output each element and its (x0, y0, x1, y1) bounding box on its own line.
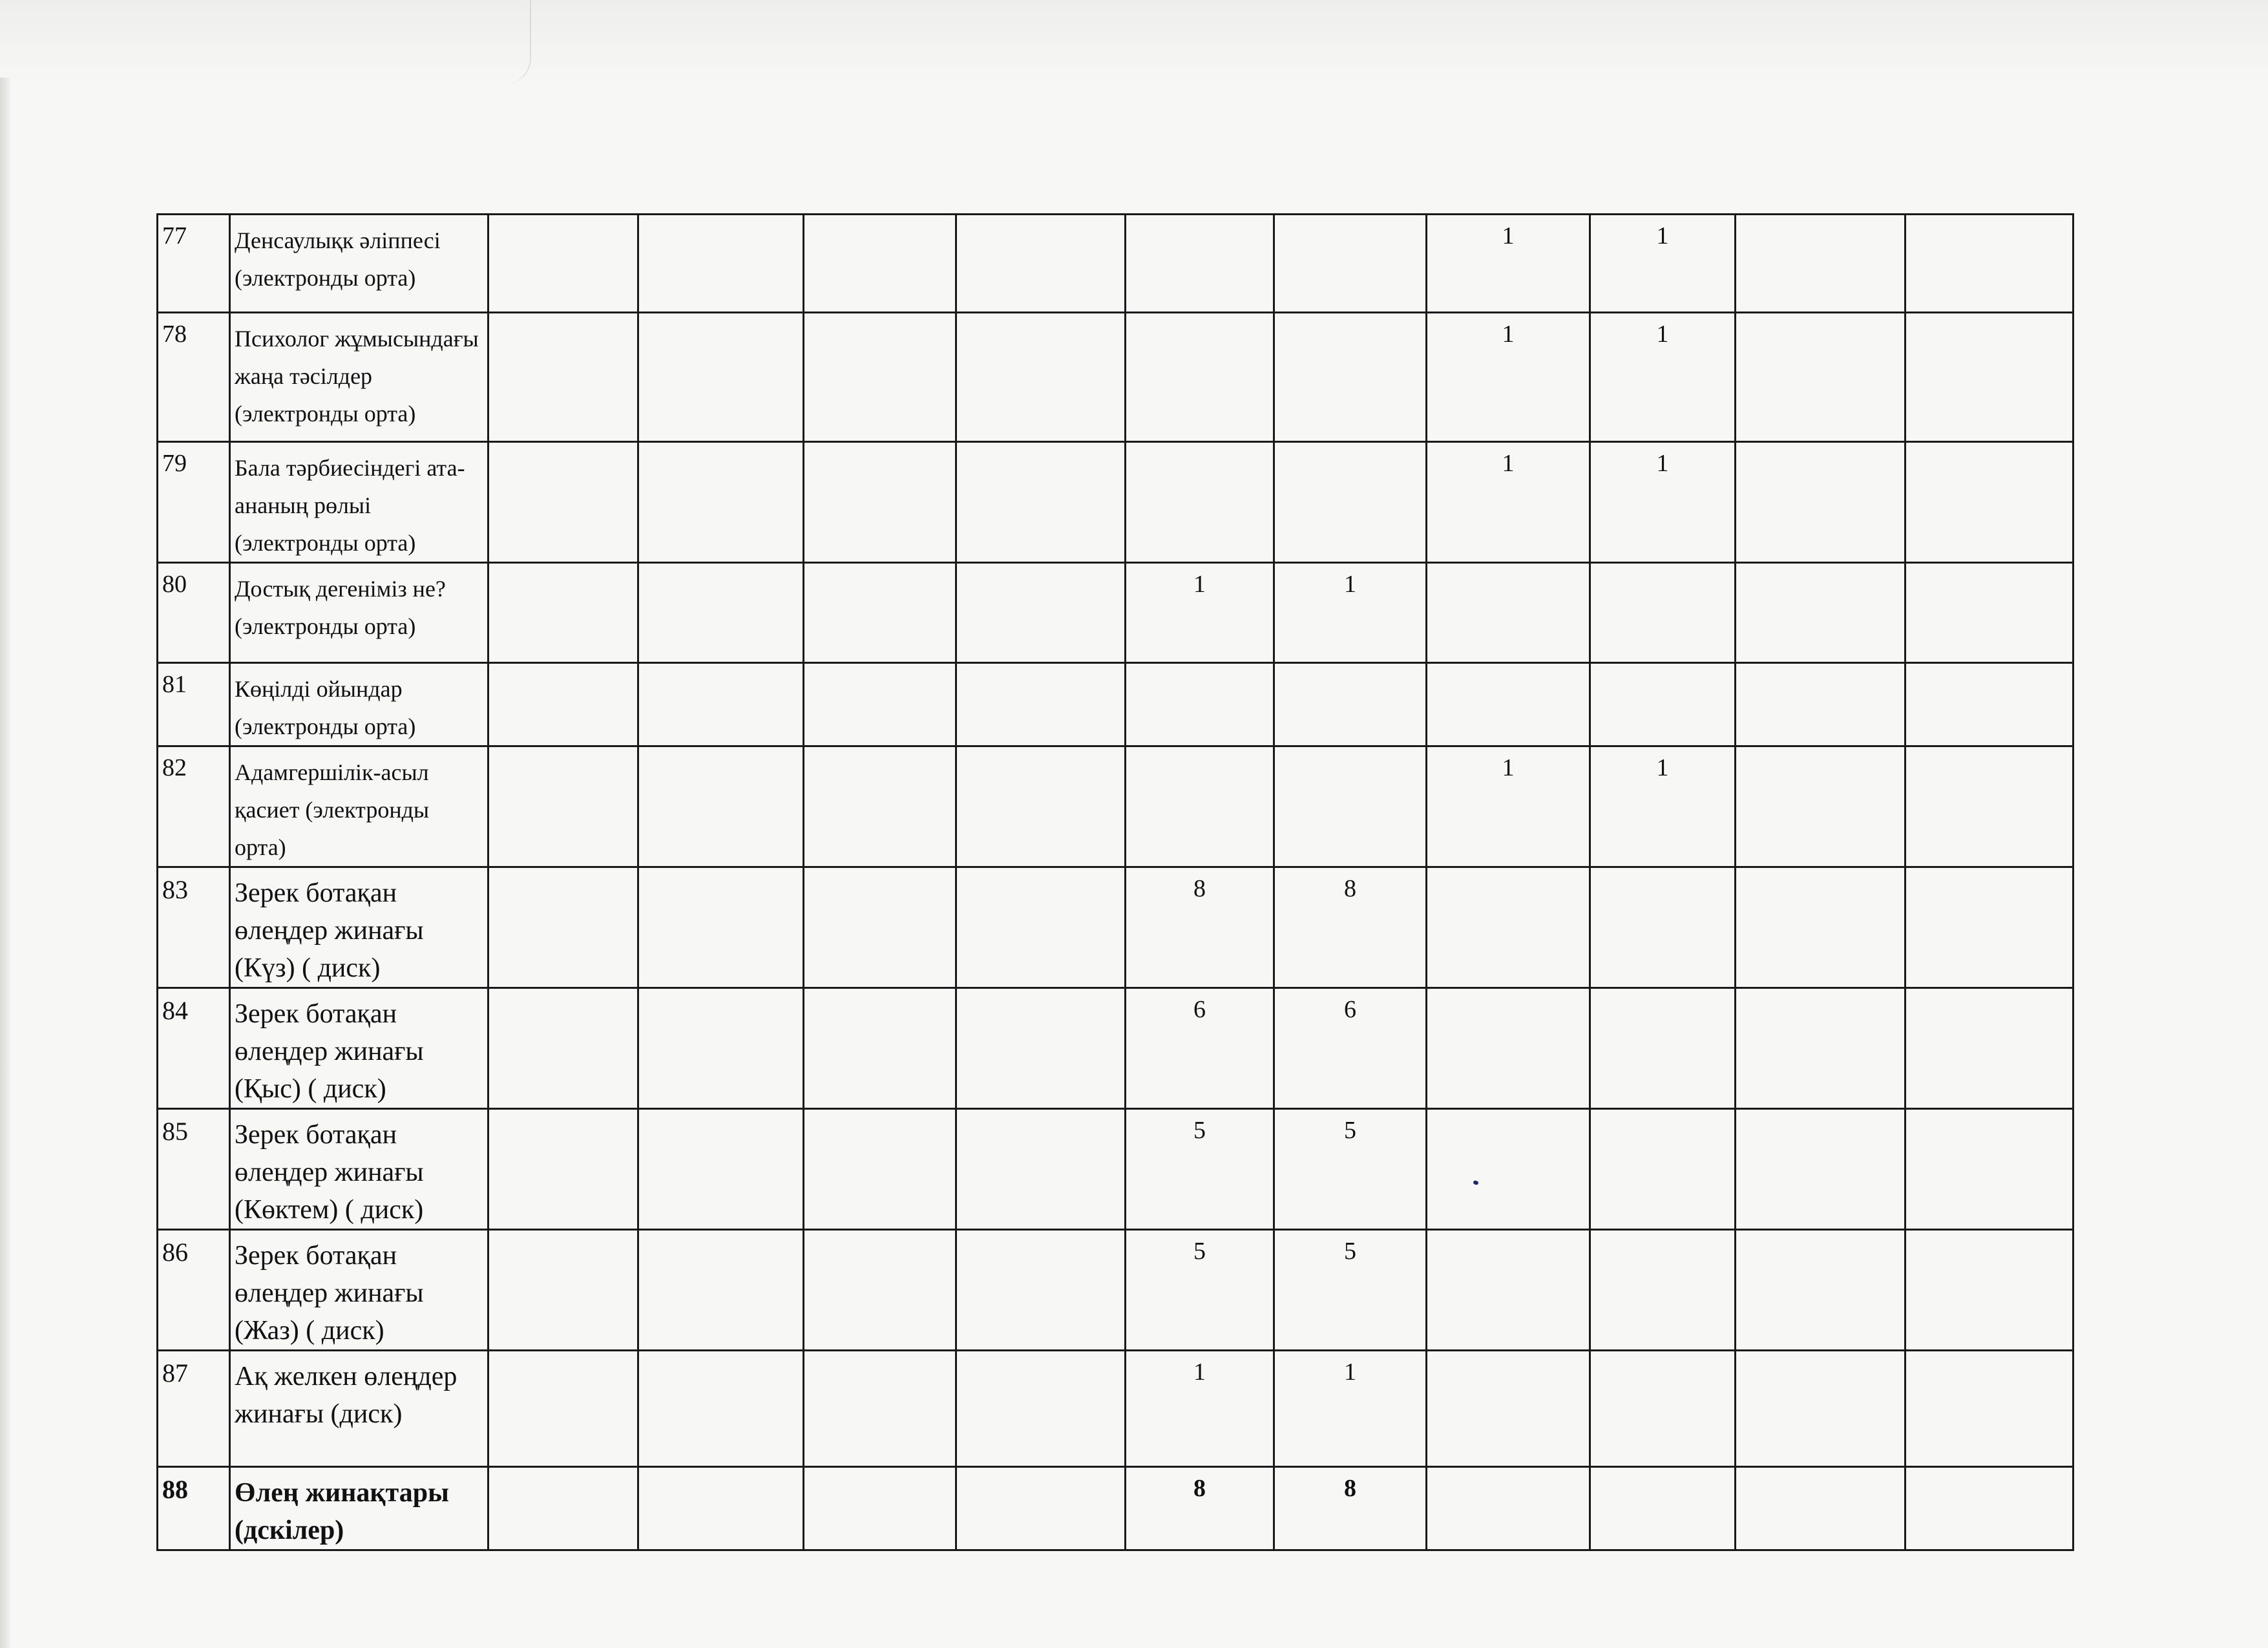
value-cell (804, 563, 956, 663)
item-title: Көңілді ойындар (электронды орта) (230, 663, 488, 746)
table-row (158, 215, 2074, 313)
row-number: 82 (158, 746, 230, 867)
value-cell (1906, 442, 2074, 563)
value-cell (956, 663, 1126, 746)
value-cell (1427, 1351, 1590, 1467)
value-cell (1590, 988, 1736, 1109)
table-row (158, 1351, 2074, 1467)
value-cell (1427, 1467, 1590, 1550)
value-cell (1906, 1467, 2074, 1550)
value-cell: 1 (1590, 215, 1736, 313)
table-row (158, 988, 2074, 1109)
value-cell (1427, 563, 1590, 663)
value-cell (1274, 746, 1427, 867)
value-cell (804, 663, 956, 746)
value-cell (1274, 663, 1427, 746)
inventory-table (156, 213, 2074, 1551)
value-cell (804, 442, 956, 563)
value-cell (1736, 563, 1906, 663)
value-cell (488, 746, 638, 867)
value-cell (956, 313, 1126, 442)
value-cell (1126, 442, 1274, 563)
row-number: 85 (158, 1109, 230, 1230)
value-cell (488, 988, 638, 1109)
value-cell (1274, 313, 1427, 442)
value-cell (1126, 313, 1274, 442)
value-cell: 1 (1427, 746, 1590, 867)
value-cell (956, 1467, 1126, 1550)
value-cell (1906, 663, 2074, 746)
value-cell (638, 663, 804, 746)
row-number: 81 (158, 663, 230, 746)
table-row (158, 746, 2074, 867)
value-cell (804, 867, 956, 988)
value-cell: 8 (1126, 867, 1274, 988)
value-cell (1736, 663, 1906, 746)
item-title: Бала тәрбиесіндегі ата-ананың рөлыі (электронды орта) (230, 442, 488, 563)
value-cell (956, 563, 1126, 663)
value-cell (1906, 313, 2074, 442)
value-cell (1126, 215, 1274, 313)
row-number: 83 (158, 867, 230, 988)
value-cell (638, 988, 804, 1109)
value-cell (488, 313, 638, 442)
value-cell (804, 313, 956, 442)
value-cell (488, 215, 638, 313)
value-cell: 5 (1274, 1109, 1427, 1230)
value-cell: 5 (1126, 1230, 1274, 1351)
value-cell (956, 988, 1126, 1109)
value-cell: 6 (1274, 988, 1427, 1109)
value-cell (1427, 867, 1590, 988)
row-number: 77 (158, 215, 230, 313)
value-cell: 1 (1126, 563, 1274, 663)
value-cell (1736, 746, 1906, 867)
value-cell (638, 442, 804, 563)
value-cell (804, 1351, 956, 1467)
value-cell (1590, 1351, 1736, 1467)
item-title: Адамгершілік-асыл қасиет (электронды орта) (230, 746, 488, 867)
value-cell: 1 (1427, 313, 1590, 442)
value-cell (804, 1109, 956, 1230)
value-cell (1126, 663, 1274, 746)
value-cell (1736, 1230, 1906, 1351)
item-title: Денсаулықк әліппесі (электронды орта) (230, 215, 488, 313)
value-cell (638, 215, 804, 313)
value-cell (638, 1230, 804, 1351)
value-cell (1906, 563, 2074, 663)
value-cell (1427, 1109, 1590, 1230)
value-cell (638, 867, 804, 988)
value-cell (1736, 313, 1906, 442)
item-title: Ақ желкен өлеңдер жинағы (диск) (230, 1351, 488, 1467)
value-cell (1427, 663, 1590, 746)
row-number: 79 (158, 442, 230, 563)
table-row (158, 1467, 2074, 1550)
value-cell (1736, 867, 1906, 988)
value-cell (956, 215, 1126, 313)
value-cell (488, 1351, 638, 1467)
value-cell (956, 867, 1126, 988)
value-cell (488, 1230, 638, 1351)
value-cell (804, 1230, 956, 1351)
item-title: Зерек ботақан өлеңдер жинағы (Күз) ( диск) (230, 867, 488, 988)
value-cell (488, 442, 638, 563)
row-number: 80 (158, 563, 230, 663)
item-title: Достық дегеніміз не? (электронды орта) (230, 563, 488, 663)
value-cell (1736, 1109, 1906, 1230)
value-cell (1906, 1109, 2074, 1230)
value-cell (638, 1467, 804, 1550)
value-cell (638, 313, 804, 442)
row-number: 88 (158, 1467, 230, 1550)
table-row (158, 867, 2074, 988)
item-title: Өлең жинақтары (дскілер) (230, 1467, 488, 1550)
value-cell (1427, 1230, 1590, 1351)
item-title: Психолог жұмысындағы жаңа тәсілдер (электронды орта) (230, 313, 488, 442)
item-title: Зерек ботақан өлеңдер жинағы (Қыс) ( диск) (230, 988, 488, 1109)
item-title: Зерек ботақан өлеңдер жинағы (Көктем) ( диск) (230, 1109, 488, 1230)
value-cell (1736, 1467, 1906, 1550)
row-number: 84 (158, 988, 230, 1109)
value-cell (1274, 215, 1427, 313)
value-cell (1906, 867, 2074, 988)
value-cell (956, 746, 1126, 867)
table-row (158, 313, 2074, 442)
scan-fold-mark (491, 0, 531, 84)
value-cell (1736, 215, 1906, 313)
value-cell: 8 (1274, 867, 1427, 988)
value-cell (956, 1230, 1126, 1351)
table-row (158, 663, 2074, 746)
item-title: Зерек ботақан өлеңдер жинағы (Жаз) ( диск) (230, 1230, 488, 1351)
value-cell: 1 (1274, 1351, 1427, 1467)
value-cell (488, 867, 638, 988)
value-cell (488, 1467, 638, 1550)
value-cell (1906, 1230, 2074, 1351)
value-cell: 8 (1274, 1467, 1427, 1550)
value-cell (956, 1109, 1126, 1230)
value-cell (1736, 442, 1906, 563)
scan-shadow-edge (0, 78, 10, 1648)
value-cell (804, 746, 956, 867)
value-cell (804, 215, 956, 313)
value-cell: 1 (1590, 313, 1736, 442)
value-cell (1590, 867, 1736, 988)
value-cell: 6 (1126, 988, 1274, 1109)
value-cell (1906, 215, 2074, 313)
value-cell (1126, 746, 1274, 867)
value-cell: 1 (1427, 442, 1590, 563)
value-cell: 1 (1590, 442, 1736, 563)
row-number: 78 (158, 313, 230, 442)
value-cell (638, 1351, 804, 1467)
row-number: 87 (158, 1351, 230, 1467)
value-cell (1590, 1109, 1736, 1230)
value-cell (638, 746, 804, 867)
value-cell: 8 (1126, 1467, 1274, 1550)
value-cell: 5 (1274, 1230, 1427, 1351)
value-cell: 1 (1126, 1351, 1274, 1467)
value-cell (1274, 442, 1427, 563)
value-cell (488, 1109, 638, 1230)
value-cell (956, 1351, 1126, 1467)
value-cell (1590, 563, 1736, 663)
value-cell (1906, 988, 2074, 1109)
table-row (158, 1109, 2074, 1230)
value-cell (638, 563, 804, 663)
value-cell (1736, 988, 1906, 1109)
value-cell: 1 (1274, 563, 1427, 663)
table-row (158, 442, 2074, 563)
value-cell (804, 1467, 956, 1550)
value-cell (1427, 988, 1590, 1109)
table-row (158, 563, 2074, 663)
value-cell (488, 563, 638, 663)
value-cell (1590, 663, 1736, 746)
row-number: 86 (158, 1230, 230, 1351)
value-cell (488, 663, 638, 746)
value-cell (1590, 1467, 1736, 1550)
value-cell: 1 (1427, 215, 1590, 313)
value-cell (1736, 1351, 1906, 1467)
value-cell: 1 (1590, 746, 1736, 867)
value-cell (1590, 1230, 1736, 1351)
table-row (158, 1230, 2074, 1351)
value-cell: 5 (1126, 1109, 1274, 1230)
value-cell (804, 988, 956, 1109)
value-cell (956, 442, 1126, 563)
value-cell (638, 1109, 804, 1230)
value-cell (1906, 1351, 2074, 1467)
value-cell (1906, 746, 2074, 867)
